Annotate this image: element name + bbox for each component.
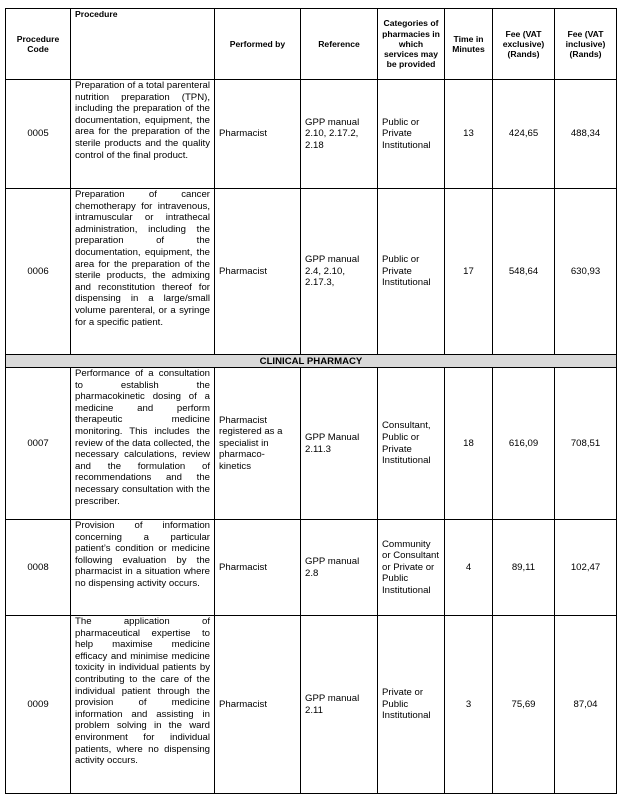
fee-vat-exclusive: 616,09 — [493, 368, 555, 520]
fee-vat-exclusive: 424,65 — [493, 80, 555, 189]
time-minutes: 17 — [445, 189, 493, 355]
fee-vat-inclusive: 488,34 — [555, 80, 617, 189]
reference: GPP manual 2.10, 2.17.2, 2.18 — [301, 80, 378, 189]
performed-by: Pharmacist — [215, 80, 301, 189]
procedure-description: Preparation of a total parenteral nutrition preparation (TPN), including the preparation of the documentation, equipment, the area for the preparation of the sterile products and the quality control of the final product. — [71, 80, 215, 189]
performed-by: Pharmacist registered as a specialist in pharmaco-kinetics — [215, 368, 301, 520]
procedure-code: 0007 — [6, 368, 71, 520]
header-reference: Reference — [301, 9, 378, 80]
pharmacy-categories: Public or Private Institutional — [378, 80, 445, 189]
procedure-description: Performance of a consultation to establish the pharmacokinetic dosing of a medicine and perform therapeutic medicine monitoring. This includes the review of the data collected, the necessary calculations, review and the formulation of recommendations and the necessary consultation with the prescriber. — [71, 368, 215, 520]
header-categories: Categories of pharmacies in which services may be provided — [378, 9, 445, 80]
fee-vat-exclusive: 75,69 — [493, 616, 555, 794]
fee-vat-inclusive: 630,93 — [555, 189, 617, 355]
procedure-code: 0009 — [6, 616, 71, 794]
fee-vat-inclusive: 102,47 — [555, 520, 617, 616]
table-row — [6, 520, 617, 616]
header-code: Procedure Code — [6, 9, 71, 80]
procedure-code: 0008 — [6, 520, 71, 616]
performed-by: Pharmacist — [215, 616, 301, 794]
header-performed-by: Performed by — [215, 9, 301, 80]
performed-by: Pharmacist — [215, 189, 301, 355]
time-minutes: 13 — [445, 80, 493, 189]
header-fee-excl: Fee (VAT exclusive) (Rands) — [493, 9, 555, 80]
fee-vat-exclusive: 89,11 — [493, 520, 555, 616]
time-minutes: 18 — [445, 368, 493, 520]
pharmacy-categories: Public or Private Institutional — [378, 189, 445, 355]
section-row — [6, 355, 617, 368]
header-time: Time in Minutes — [445, 9, 493, 80]
header-row — [6, 9, 617, 80]
fee-schedule-table — [5, 8, 617, 794]
fee-vat-inclusive: 708,51 — [555, 368, 617, 520]
reference: GPP manual 2.11 — [301, 616, 378, 794]
performed-by: Pharmacist — [215, 520, 301, 616]
fee-vat-exclusive: 548,64 — [493, 189, 555, 355]
header-procedure: Procedure — [71, 9, 215, 80]
pharmacy-categories: Private or Public Institutional — [378, 616, 445, 794]
reference: GPP manual 2.4, 2.10, 2.17.3, — [301, 189, 378, 355]
pharmacy-categories: Community or Consultant or Private or Public Institutional — [378, 520, 445, 616]
table-row — [6, 189, 617, 355]
procedure-description: Preparation of cancer chemotherapy for intravenous, intramuscular or intrathecal administration, including the preparation of the documentation, equipment, the area for the preparation of the sterile products, the admixing and reconstitution thereof for dispensing in a large/small volume parenteral, or a syringe for a specific patient. — [71, 189, 215, 355]
procedure-code: 0005 — [6, 80, 71, 189]
procedure-code: 0006 — [6, 189, 71, 355]
time-minutes: 4 — [445, 520, 493, 616]
time-minutes: 3 — [445, 616, 493, 794]
table-row — [6, 80, 617, 189]
table-row — [6, 616, 617, 794]
fee-vat-inclusive: 87,04 — [555, 616, 617, 794]
procedure-description: Provision of information concerning a particular patient’s condition or medicine following evaluation by the pharmacist in a situation where no dispensing activity occurs. — [71, 520, 215, 616]
table-row — [6, 368, 617, 520]
reference: GPP manual 2.8 — [301, 520, 378, 616]
pharmacy-categories: Consultant, Public or Private Institutional — [378, 368, 445, 520]
header-fee-incl: Fee (VAT inclusive) (Rands) — [555, 9, 617, 80]
reference: GPP Manual 2.11.3 — [301, 368, 378, 520]
procedure-description: The application of pharmaceutical expertise to help maximise medicine efficacy and minimise medicine toxicity in individual patients by contributing to the care of the individual patient through the provision of medicine information and assisting in problem solving in the ward environment for individual patients, where no dispensing activity occurs. — [71, 616, 215, 794]
section-title: CLINICAL PHARMACY — [6, 355, 617, 368]
